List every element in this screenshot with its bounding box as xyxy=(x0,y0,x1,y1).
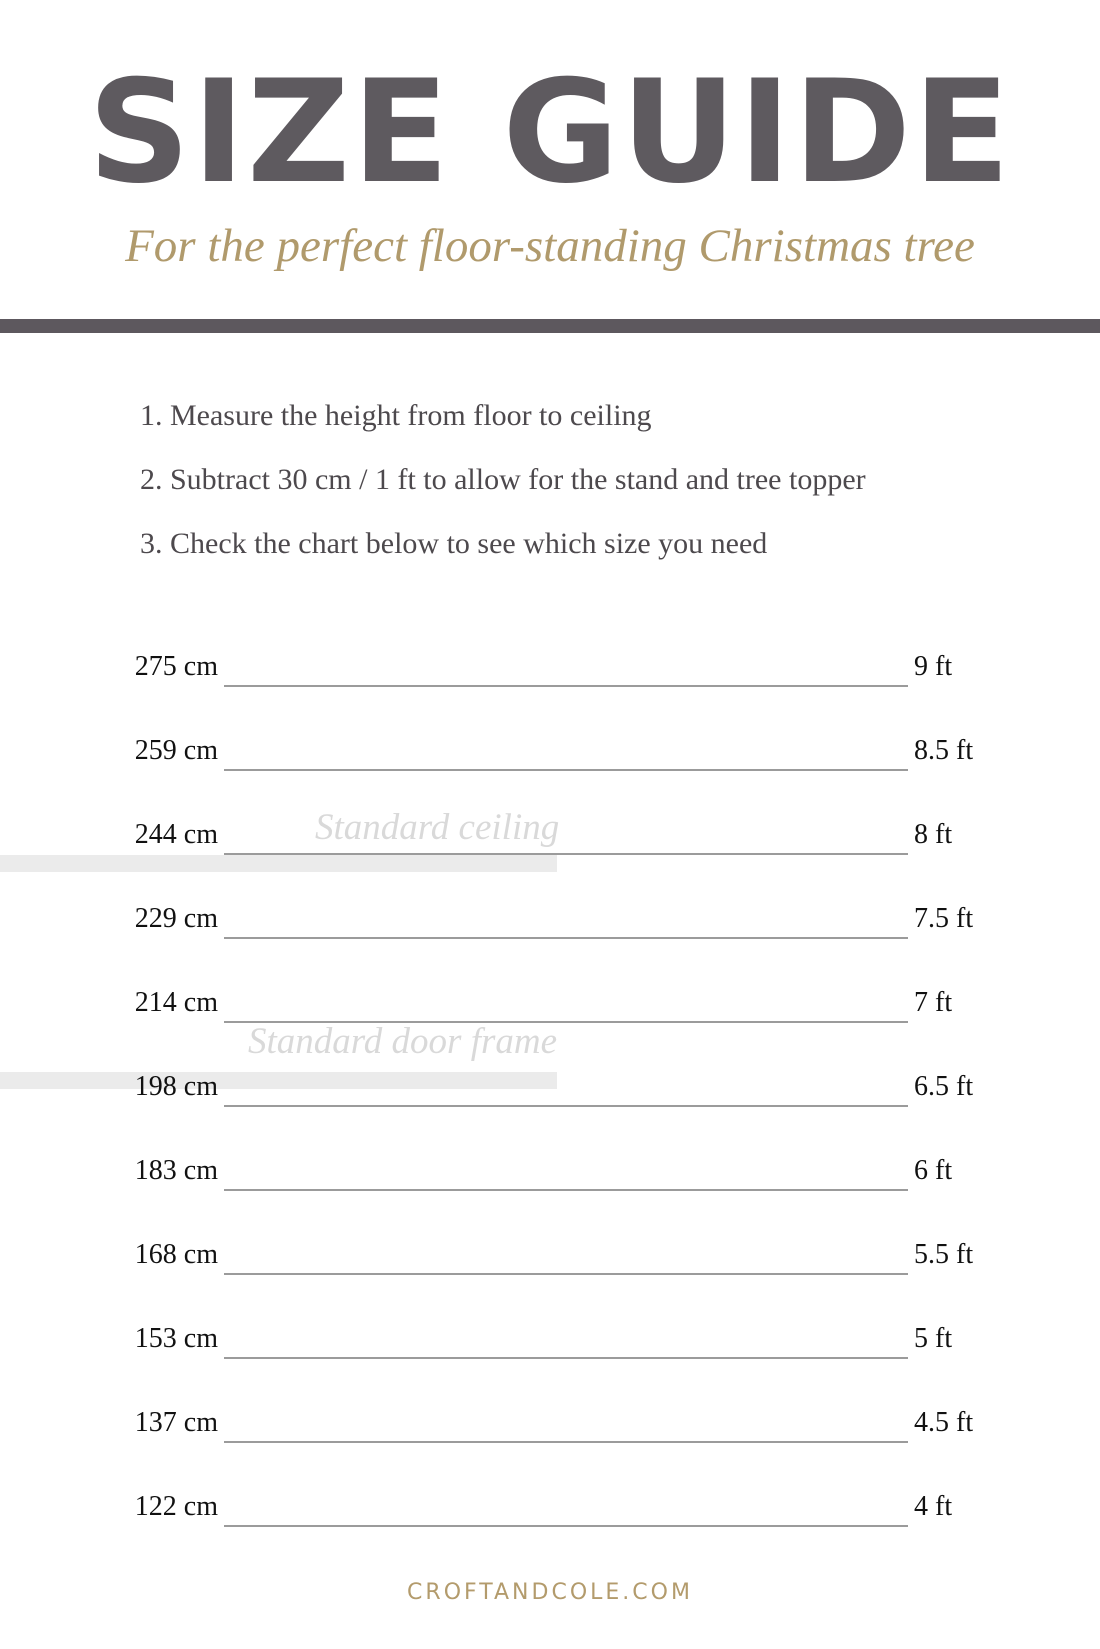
size-ft: 4.5 ft xyxy=(914,1407,974,1438)
standard-ceiling-band xyxy=(0,855,557,872)
size-row xyxy=(0,1403,1100,1443)
size-row xyxy=(0,647,1100,687)
size-row xyxy=(0,731,1100,771)
size-row xyxy=(0,1487,1100,1527)
size-row xyxy=(0,899,1100,939)
size-ft: 6 ft xyxy=(914,1155,953,1186)
instruction-step-3: 3. Check the chart below to see which size you need xyxy=(140,527,768,560)
row-line xyxy=(224,769,908,771)
header-divider xyxy=(0,319,1100,333)
size-cm: 244 cm xyxy=(134,819,218,850)
size-ft: 7.5 ft xyxy=(914,903,974,934)
row-line xyxy=(224,937,908,939)
size-ft: 5.5 ft xyxy=(914,1239,974,1270)
size-cm: 259 cm xyxy=(134,735,218,766)
size-cm: 137 cm xyxy=(134,1407,218,1438)
size-row xyxy=(0,1067,1100,1107)
standard-ceiling-label: Standard ceiling xyxy=(315,807,560,848)
row-line xyxy=(224,685,908,687)
size-cm: 183 cm xyxy=(134,1155,218,1186)
instruction-step-2: 2. Subtract 30 cm / 1 ft to allow for the stand and tree topper xyxy=(140,463,866,496)
size-ft: 9 ft xyxy=(914,651,953,682)
size-row xyxy=(0,1319,1100,1359)
size-row xyxy=(0,1151,1100,1191)
instruction-list xyxy=(140,396,866,588)
size-row xyxy=(0,815,1100,855)
size-ft: 7 ft xyxy=(914,987,953,1018)
row-line xyxy=(224,1441,908,1443)
size-cm: 153 cm xyxy=(134,1323,218,1354)
page-title: SIZE GUIDE xyxy=(87,50,1013,215)
size-cm: 275 cm xyxy=(134,651,218,682)
row-line xyxy=(224,853,908,855)
size-ft: 5 ft xyxy=(914,1323,953,1354)
row-line xyxy=(224,1273,908,1275)
row-line xyxy=(224,1525,908,1527)
size-ft: 6.5 ft xyxy=(914,1071,974,1102)
instruction-step-1: 1. Measure the height from floor to ceiling xyxy=(140,399,652,432)
row-line xyxy=(224,1021,908,1023)
row-line xyxy=(224,1105,908,1107)
page-subtitle: For the perfect floor-standing Christmas tree xyxy=(125,220,975,272)
size-ft: 8 ft xyxy=(914,819,953,850)
row-line xyxy=(224,1357,908,1359)
size-ft: 4 ft xyxy=(914,1491,953,1522)
size-cm: 214 cm xyxy=(134,987,218,1018)
row-line xyxy=(224,1189,908,1191)
size-ft: 8.5 ft xyxy=(914,735,974,766)
size-cm: 229 cm xyxy=(134,903,218,934)
size-cm: 198 cm xyxy=(134,1071,218,1102)
size-row xyxy=(0,983,1100,1023)
standard-door-label: Standard door frame xyxy=(248,1021,558,1062)
size-cm: 168 cm xyxy=(134,1239,218,1270)
website-link[interactable]: CROFTANDCOLE.COM xyxy=(407,1580,693,1605)
size-row xyxy=(0,1235,1100,1275)
size-cm: 122 cm xyxy=(134,1491,218,1522)
